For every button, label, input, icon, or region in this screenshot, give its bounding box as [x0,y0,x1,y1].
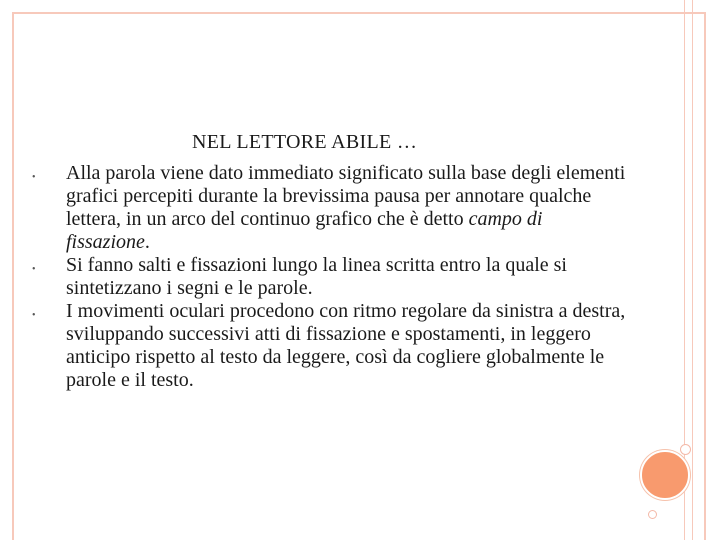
bullet-list [32,162,626,392]
bullet-emphasis: campo di fissazione [66,208,543,253]
bullet-text [66,162,626,254]
slide-title: NEL LETTORE ABILE … [192,131,418,153]
bullet-marker: • [32,172,36,183]
bullet-text: I movimenti oculari procedono con ritmo regolare da sinistra a destra, sviluppando successivi atti di fissazione e spostamenti, in leggero anticipo rispetto al testo da leggere, così da cogliere globalmente le parole e il testo. [66,300,626,391]
bullet-text-part: . [144,231,150,253]
bullet-item [32,300,626,392]
bullet-item [32,162,626,254]
bullet-marker: • [32,264,36,275]
bullet-text-part: Alla parola viene dato immediato significato sulla base degli elementi grafici percepiti durante la brevissima pausa per annotare qualche lettera, in un arco del continuo grafico che è detto [66,162,626,230]
bullet-marker: • [32,310,36,321]
bullet-item [32,254,626,300]
bullet-text: Si fanno salti e fissazioni lungo la linea scritta entro la quale si sintetizzano i segni e le parole. [66,254,567,299]
